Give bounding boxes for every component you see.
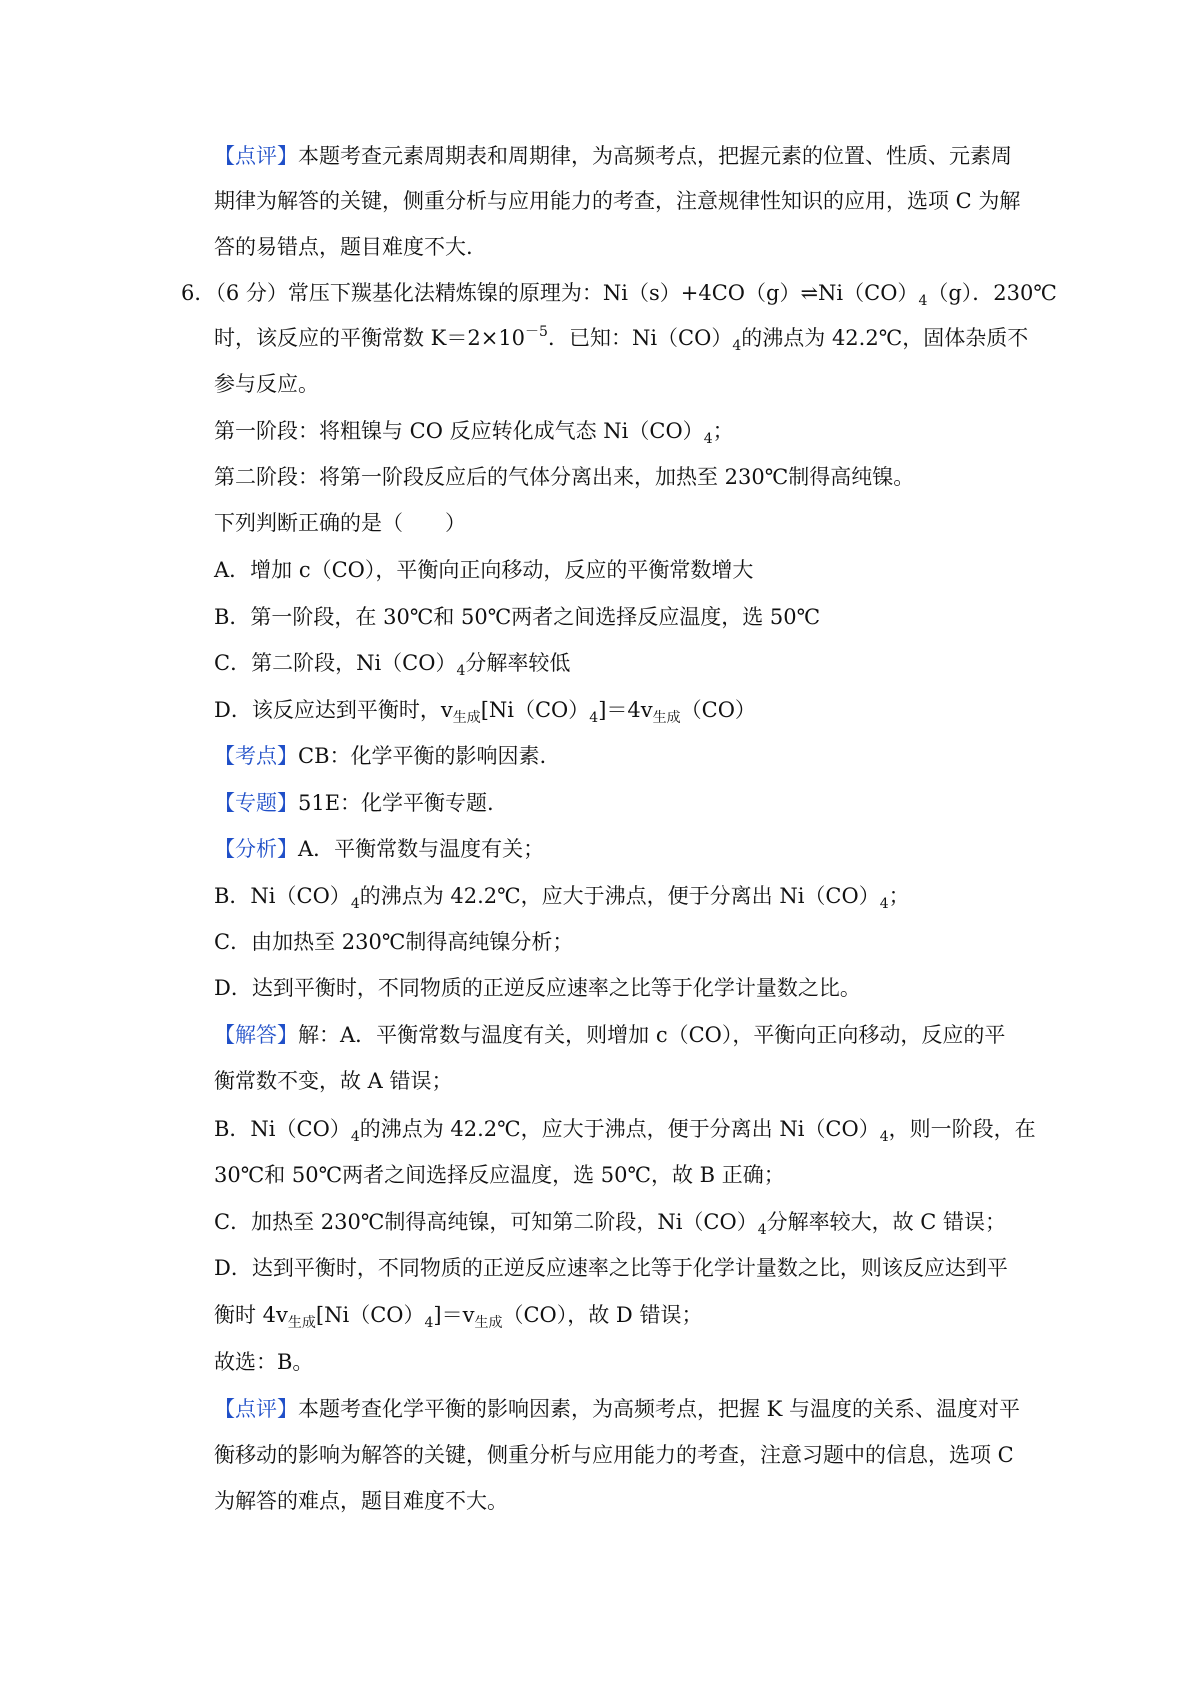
- comment-line-1: 【点评】本题考查化学平衡的影响因素，为高频考点，把握 K 与温度的关系、温度对平: [214, 1397, 1021, 1421]
- prev-comment-line-3: 答的易错点，题目难度不大.: [214, 235, 473, 259]
- prev-comment-line-2: 期律为解答的关键，侧重分析与应用能力的考查，注意规律性知识的应用，选项 C 为解: [214, 189, 1021, 213]
- zhuanti-tag: 【专题】: [214, 791, 298, 815]
- option-b: B．第一阶段，在 30℃和 50℃两者之间选择反应温度，选 50℃: [214, 605, 821, 629]
- kaodian-tag: 【考点】: [214, 744, 298, 768]
- jieda-line-6: D．达到平衡时，不同物质的正逆反应速率之比等于化学计量数之比，则该反应达到平: [214, 1256, 1008, 1280]
- fenxi-line-d: D．达到平衡时，不同物质的正逆反应速率之比等于化学计量数之比。: [214, 976, 861, 1000]
- fenxi-line-a: 【分析】A．平衡常数与温度有关；: [214, 837, 545, 861]
- option-d: D．该反应达到平衡时，$v_{生成}[Ni(CO)_4]=4v_{生成}(CO)$: [214, 698, 756, 726]
- jieda-line-1: 【解答】解：A．平衡常数与温度有关，则增加 c（CO），平衡向正向移动，反应的平: [214, 1023, 1006, 1047]
- comment-line-2: 衡移动的影响为解答的关键，侧重分析与应用能力的考查，注意习题中的信息，选项 C: [214, 1443, 1014, 1467]
- jieda-tag: 【解答】: [214, 1023, 298, 1047]
- fenxi-tag: 【分析】: [214, 837, 298, 861]
- jieda-line-3: B．$Ni(CO)_4$的沸点为 42.2℃，应大于沸点，便于分离出 $Ni(CO)_4$，则一阶段，在: [214, 1117, 1036, 1145]
- question-stage-1: 第一阶段：将粗镍与 CO 反应转化成气态 $Ni(CO)_4$；: [214, 419, 734, 447]
- question-stem-line-3: 参与反应。: [214, 372, 319, 396]
- option-a: A．增加 c（CO），平衡向正向移动，反应的平衡常数增大: [214, 558, 754, 582]
- question-stem-line-1: 6．（6 分）常压下羰基化法精炼镍的原理为：$Ni(s)+4CO(g)\rightleftharpoons Ni(CO)_4(g)$．230℃: [181, 281, 1057, 309]
- zhuanti-line: 【专题】51E：化学平衡专题.: [214, 791, 494, 815]
- jieda-line-4: 30℃和 50℃两者之间选择反应温度，选 50℃，故 B 正确；: [214, 1163, 785, 1187]
- question-prompt: 下列判断正确的是（ ）: [214, 511, 466, 535]
- fenxi-line-c: C．由加热至 230℃制得高纯镍分析；: [214, 930, 574, 954]
- jieda-line-2: 衡常数不变，故 A 错误；: [214, 1069, 453, 1093]
- question-stage-2: 第二阶段：将第一阶段反应后的气体分离出来，加热至 230℃制得高纯镍。: [214, 465, 915, 489]
- fenxi-line-b: B．$Ni(CO)_4$的沸点为 42.2℃，应大于沸点，便于分离出 $Ni(CO)_4$；: [214, 884, 910, 912]
- jieda-line-5: C．加热至 230℃制得高纯镍，可知第二阶段，$Ni(CO)_4$分解率较大，故 C 错误；: [214, 1210, 1007, 1238]
- question-number: 6．: [181, 281, 216, 305]
- comment-line-3: 为解答的难点，题目难度不大。: [214, 1489, 508, 1513]
- option-c: C．第二阶段，$Ni(CO)_4$分解率较低: [214, 651, 571, 679]
- comment-tag: 【点评】: [214, 1397, 298, 1421]
- jieda-choice: 故选：B。: [214, 1350, 314, 1374]
- prev-comment-line-1: 【点评】本题考查元素周期表和周期律，为高频考点，把握元素的位置、性质、元素周: [214, 144, 1012, 168]
- question-stem-line-2: 时，该反应的平衡常数 $K=2\times 10^{-5}$．已知：$Ni(CO)_4$的沸点为 42.2℃，固体杂质不: [214, 324, 1029, 354]
- kaodian-line: 【考点】CB：化学平衡的影响因素.: [214, 744, 547, 768]
- prev-comment-tag: 【点评】: [214, 144, 298, 168]
- jieda-line-7: 衡时 $4v_{生成}[Ni(CO)_4]=v_{生成}(CO)$，故 D 错误；: [214, 1303, 703, 1331]
